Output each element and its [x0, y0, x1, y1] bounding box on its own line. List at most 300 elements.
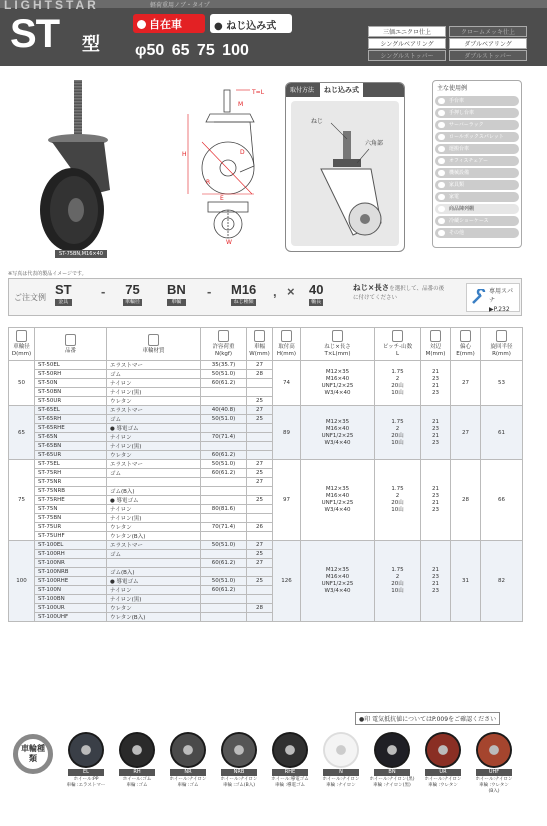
part-number: ST-75RHE [35, 496, 107, 505]
wheel-material: ゴム [107, 370, 201, 379]
table-row [9, 406, 523, 415]
mount-height: 97 [273, 460, 301, 541]
wheel-material: ウレタン [107, 523, 201, 532]
column-icon [460, 330, 471, 342]
swivel-radius: 61 [481, 406, 523, 460]
wheel-types-title [13, 734, 53, 774]
part-number: ST-75UR [35, 523, 107, 532]
screw-note [353, 283, 448, 303]
usage-item: 運搬台車 [435, 144, 519, 154]
allowable-load: 60(61.2) [201, 586, 247, 595]
wheel-material: ゴム(B入) [107, 568, 201, 577]
drop-icon: ● [214, 21, 223, 32]
wheel-material: ● 導電ゴム [107, 577, 201, 586]
wheel-desc: ホイール:ナイロン 車輪 :ウレタン (B入) [475, 777, 513, 794]
spanner-link[interactable] [466, 283, 520, 312]
spanner-title: 専用スパナ [489, 288, 514, 304]
wheel-material: エラストマー [107, 406, 201, 415]
wheel-width [247, 514, 273, 523]
wheel-width [247, 379, 273, 388]
wheel-sizes: φ50 65 75 100 [135, 42, 249, 59]
column-icon [430, 330, 441, 342]
order-part [55, 282, 72, 306]
wheel-width: 27 [247, 559, 273, 568]
swivel-badge [133, 14, 205, 33]
allowable-load [201, 514, 247, 523]
order-value: ST [55, 282, 72, 297]
screw-size: M12×35 M16×40 UNF1/2×25 W3/4×40 [301, 406, 375, 460]
allowable-load [201, 604, 247, 613]
wheel-diameter: 75 [9, 460, 35, 541]
wheel-width [247, 388, 273, 397]
part-number: ST-65RH [35, 415, 107, 424]
allowable-load: 50(51.0) [201, 541, 247, 550]
wheel-width [247, 595, 273, 604]
order-separator: × [287, 284, 295, 299]
allowable-load [201, 487, 247, 496]
allowable-load [201, 397, 247, 406]
spanner-page: ▶P.232 [489, 306, 510, 313]
wheel-material [107, 478, 201, 487]
header-line: W(mm) [249, 351, 270, 357]
wheel-width: 25 [247, 550, 273, 559]
header-line: T×L(mm) [324, 351, 351, 357]
wheel-material: ナイロン(黒) [107, 388, 201, 397]
allowable-load [201, 388, 247, 397]
header-line: D(mm) [11, 351, 32, 357]
wheel-type-item [317, 732, 365, 789]
table-header-cell [481, 328, 523, 361]
allowable-load: 50(51.0) [201, 577, 247, 586]
usage-item: サーバーラック [435, 120, 519, 130]
thread-pitch: 1.75 2 20山 10山 [375, 361, 421, 406]
offset: 27 [451, 406, 481, 460]
part-number: ST-50RH [35, 370, 107, 379]
swivel-label: 自在車 [149, 18, 182, 31]
part-number: ST-100NRB [35, 568, 107, 577]
part-number: ST-65EL [35, 406, 107, 415]
wheel-code: RH [119, 769, 155, 776]
wheel-width: 25 [247, 415, 273, 424]
wheel-width: 28 [247, 370, 273, 379]
hex-width: 21 23 21 23 [421, 541, 451, 622]
circle-icon [137, 20, 146, 29]
wheel-width [247, 424, 273, 433]
dim-r: R [206, 179, 211, 186]
wheel-width: 27 [247, 541, 273, 550]
part-number: ST-65RHE [35, 424, 107, 433]
wheel-material: ● 導電ゴム [107, 496, 201, 505]
part-number: ST-65BN [35, 442, 107, 451]
table-header-cell [9, 328, 35, 361]
wheel-width: 25 [247, 397, 273, 406]
column-icon [16, 330, 27, 342]
column-icon [254, 330, 265, 342]
conductive-note: ●印 電気抵抗値についてはP.009をご確認ください [355, 712, 500, 725]
wheel-type-item [164, 732, 212, 789]
usage-item: 冷蔵ショーケース [435, 216, 519, 226]
wheel-code: EL [68, 769, 104, 776]
screw-title: ねじ×長さ [353, 283, 390, 292]
header-line: R(mm) [492, 351, 511, 357]
part-number: ST-50UR [35, 397, 107, 406]
column-icon [496, 330, 507, 342]
wheel-material: ナイロン(黒) [107, 442, 201, 451]
screw-size: M12×35 M16×40 UNF1/2×25 W3/4×40 [301, 541, 375, 622]
table-header-cell [35, 328, 107, 361]
column-icon [148, 334, 159, 346]
wheel-desc: ホイール:ナイロン 車輪 :ゴム [169, 777, 207, 788]
wheel-desc: ホイール:ナイロン 車輪 :ゴム(B入) [220, 777, 258, 788]
allowable-load: 80(81.6) [201, 505, 247, 514]
spec-tag[interactable]: ダブルベアリング [449, 38, 527, 49]
wheel-desc: ホイール:ゴム 車輪 :ゴム [122, 777, 152, 788]
wheel-width [247, 568, 273, 577]
wheel-material: ナイロン(黒) [107, 514, 201, 523]
mount-method-type: ねじ込み式 [320, 83, 363, 97]
part-number: ST-75NR [35, 478, 107, 487]
table-header-cell [201, 328, 247, 361]
order-caption: 金具 [55, 299, 72, 306]
mount-method-title: 取付方法 [290, 87, 315, 94]
header-line: H(mm) [276, 351, 297, 357]
order-example [8, 278, 522, 316]
photo-note: ※写真は代表的製品イメージです。 [8, 271, 87, 277]
header-line: 偏心 [459, 344, 471, 350]
screw-size: M12×35 M16×40 UNF1/2×25 W3/4×40 [301, 460, 375, 541]
header-line: 車輪径 [13, 344, 30, 350]
table-header-cell [451, 328, 481, 361]
usage-item: 家具類 [435, 180, 519, 190]
dim-h: H [182, 151, 187, 158]
column-icon [65, 334, 76, 346]
usage-item: その他 [435, 228, 519, 238]
wheel-width: 27 [247, 460, 273, 469]
header-line: L [395, 351, 400, 357]
allowable-load: 70(71.4) [201, 523, 247, 532]
wheel-type-item [470, 732, 518, 795]
part-number: ST-100UR [35, 604, 107, 613]
allowable-load [201, 550, 247, 559]
wheel-desc: ホイール:ナイロン(黒) 車輪 :ナイロン(黒) [369, 777, 415, 788]
header-line: 車輪材質 [142, 347, 165, 354]
wheel-types-label: 車輪種類 [21, 744, 45, 763]
wheel-material: ゴム [107, 415, 201, 424]
wheel-icon [272, 732, 308, 768]
dim-w: W [226, 239, 232, 246]
allowable-load: 35(35.7) [201, 361, 247, 370]
part-number: ST-75UHF [35, 532, 107, 541]
order-separator: - [101, 284, 106, 299]
wheel-desc: ホイール:PP 車輪 :エラストマー [66, 777, 106, 788]
header-line: ねじ×長さ [324, 344, 351, 350]
wheel-code: N [323, 769, 359, 776]
table-row [9, 460, 523, 469]
allowable-load [201, 568, 247, 577]
mount-method-header [286, 83, 404, 97]
table-row [9, 361, 523, 370]
wheel-code: BN [374, 769, 410, 776]
wheel-icon [476, 732, 512, 768]
offset: 28 [451, 460, 481, 541]
table-header-cell [107, 328, 201, 361]
allowable-load: 70(71.4) [201, 433, 247, 442]
allowable-load: 50(51.0) [201, 415, 247, 424]
allowable-load [201, 424, 247, 433]
hex-width: 21 23 21 23 [421, 406, 451, 460]
column-icon [392, 330, 403, 342]
mount-height: 89 [273, 406, 301, 460]
part-number: ST-50EL [35, 361, 107, 370]
mount-illustration [291, 101, 399, 246]
wheel-icon [425, 732, 461, 768]
wheel-width [247, 532, 273, 541]
wheel-material: ナイロン(黒) [107, 595, 201, 604]
wheel-material: ウレタン(B入) [107, 532, 201, 541]
part-number: ST-65UR [35, 451, 107, 460]
mount-badge [210, 14, 292, 33]
wheel-width: 25 [247, 577, 273, 586]
column-icon [332, 330, 343, 342]
dim-e: E [220, 195, 224, 202]
usage-item: 手押し台車 [435, 108, 519, 118]
dim-d: D [240, 149, 245, 156]
wheel-width [247, 613, 273, 622]
mount-height: 74 [273, 361, 301, 406]
allowable-load [201, 478, 247, 487]
wheel-width [247, 451, 273, 460]
table-row [9, 541, 523, 550]
caster-photo [30, 80, 120, 255]
table-body [9, 361, 523, 622]
wheel-width: 28 [247, 604, 273, 613]
table-header-cell [421, 328, 451, 361]
header-line: N(kgf) [214, 351, 233, 357]
header-line: 許容荷重 [212, 344, 235, 350]
spec-tag[interactable]: 三価ユニクロ仕上 [368, 26, 446, 37]
mount-method-panel [285, 82, 405, 252]
order-separator: - [207, 284, 212, 299]
allowable-load [201, 442, 247, 451]
table-header-cell [247, 328, 273, 361]
spec-table [8, 327, 523, 622]
wheel-desc: ホイール:ナイロン 車輪 :ナイロン [322, 777, 360, 788]
part-number: ST-75RH [35, 469, 107, 478]
wheel-width: 25 [247, 496, 273, 505]
wheel-desc: ホイール:ナイロン 車輪 :ウレタン [424, 777, 462, 788]
allowable-load [201, 532, 247, 541]
wheel-type-item [113, 732, 161, 789]
wheel-material: ウレタン [107, 604, 201, 613]
wheel-width: 27 [247, 406, 273, 415]
model-suffix: 型 [82, 34, 100, 55]
wheel-icon [221, 732, 257, 768]
wheel-icon [323, 732, 359, 768]
header-line: 対辺 [429, 344, 441, 350]
order-value: M16 [231, 282, 257, 297]
part-number: ST-100EL [35, 541, 107, 550]
wheel-diameter: 50 [9, 361, 35, 406]
wheel-material: エラストマー [107, 460, 201, 469]
table-header-cell [301, 328, 375, 361]
part-number: ST-50BN [35, 388, 107, 397]
usage-item: オフィスチェアー [435, 156, 519, 166]
wheel-icon [68, 732, 104, 768]
spec-tag[interactable]: ダブルストッパー [449, 50, 527, 61]
order-value: 75 [125, 282, 140, 297]
wheel-desc: ホイール:導電ゴム 車輪 :導電ゴム [271, 777, 309, 788]
part-number: ST-65N [35, 433, 107, 442]
wheel-width: 27 [247, 361, 273, 370]
wheel-type-item [215, 732, 263, 789]
wheel-width: 27 [247, 478, 273, 487]
allowable-load [201, 595, 247, 604]
usage-item: 商品陳列棚 [435, 204, 519, 214]
order-part [123, 282, 142, 306]
allowable-load: 60(61.2) [201, 469, 247, 478]
part-number: ST-100RHE [35, 577, 107, 586]
wheel-material: エラストマー [107, 361, 201, 370]
wheel-type-item [419, 732, 467, 789]
wheel-code: NR [170, 769, 206, 776]
order-caption: 軸長 [309, 299, 323, 306]
photo-caption: ST-75BN,M16×40 [55, 250, 107, 258]
part-number: ST-100UHF [35, 613, 107, 622]
part-number: ST-75BN [35, 514, 107, 523]
wheel-width: 25 [247, 469, 273, 478]
wheel-material: ナイロン [107, 433, 201, 442]
allowable-load: 40(40.8) [201, 406, 247, 415]
usage-list [433, 96, 521, 238]
allowable-load: 60(61.2) [201, 559, 247, 568]
header-band [0, 0, 547, 66]
wheel-icon [119, 732, 155, 768]
order-part [309, 282, 323, 306]
wheel-diameter: 65 [9, 406, 35, 460]
part-number: ST-100RH [35, 550, 107, 559]
wheel-material: エラストマー [107, 541, 201, 550]
table-header-cell [273, 328, 301, 361]
allowable-load [201, 613, 247, 622]
part-number: ST-100N [35, 586, 107, 595]
column-icon [218, 330, 229, 342]
usage-examples [432, 80, 522, 248]
wrench-icon [470, 289, 487, 306]
order-caption: ねじ種類 [231, 299, 256, 306]
wheel-material: ナイロン [107, 379, 201, 388]
header-line: 取付高 [278, 344, 295, 350]
dim-tl: T=L [252, 89, 265, 96]
order-caption: 車輪 [167, 299, 186, 306]
wheel-diameter: 100 [9, 541, 35, 622]
allowable-load: 60(61.2) [201, 451, 247, 460]
wheel-types [8, 728, 522, 796]
table-header [9, 328, 523, 361]
label-screw: ねじ [311, 118, 324, 125]
header-line: 旋回半径 [490, 344, 513, 350]
brand-subtitle: 軽荷重用ノブ・タイプ [150, 2, 210, 9]
wheel-code: RHE [272, 769, 308, 776]
thread-pitch: 1.75 2 20山 10山 [375, 541, 421, 622]
allowable-load: 50(51.0) [201, 370, 247, 379]
wheel-code: UR [425, 769, 461, 776]
header-line: M(mm) [425, 351, 446, 357]
part-number: ST-75NRB [35, 487, 107, 496]
offset: 27 [451, 361, 481, 406]
spec-tag[interactable]: クロームメッキ仕上 [449, 26, 527, 37]
wheel-material [107, 559, 201, 568]
column-icon [281, 330, 292, 342]
wheel-width [247, 442, 273, 451]
wheel-material: ナイロン [107, 586, 201, 595]
part-number: ST-50N [35, 379, 107, 388]
wheel-icon [170, 732, 206, 768]
hex-width: 21 23 21 23 [421, 361, 451, 406]
hex-width: 21 23 21 23 [421, 460, 451, 541]
table-header-cell [375, 328, 421, 361]
wheel-width [247, 433, 273, 442]
wheel-width [247, 586, 273, 595]
wheel-material: ● 導電ゴム [107, 424, 201, 433]
screw-note-text: を選択して、品番の後に付けてください [353, 286, 445, 301]
part-number: ST-100NR [35, 559, 107, 568]
wheel-width [247, 505, 273, 514]
part-number: ST-100BN [35, 595, 107, 604]
wheel-width: 26 [247, 523, 273, 532]
order-separator: , [273, 284, 277, 299]
dimension-drawing [180, 86, 270, 246]
usage-item: ロールボックスパレット [435, 132, 519, 142]
thread-pitch: 1.75 2 20山 10山 [375, 460, 421, 541]
part-number: ST-75EL [35, 460, 107, 469]
thread-pitch: 1.75 2 20山 10山 [375, 406, 421, 460]
usage-item: 機械設備 [435, 168, 519, 178]
order-label: ご注文例 [14, 293, 46, 302]
spec-tag[interactable]: シングルベアリング [368, 38, 446, 49]
wheel-material: ウレタン [107, 397, 201, 406]
order-value: BN [167, 282, 186, 297]
swivel-radius: 66 [481, 460, 523, 541]
wheel-type-item [62, 732, 110, 789]
wheel-material: ゴム [107, 469, 201, 478]
dim-m: M [238, 101, 244, 108]
wheel-icon [374, 732, 410, 768]
part-number: ST-75N [35, 505, 107, 514]
allowable-load: 60(61.2) [201, 379, 247, 388]
allowable-load [201, 496, 247, 505]
mount-height: 126 [273, 541, 301, 622]
offset: 31 [451, 541, 481, 622]
usage-item: 手台車 [435, 96, 519, 106]
order-part [167, 282, 186, 306]
usage-item: 家電 [435, 192, 519, 202]
wheel-code: NRB [221, 769, 257, 776]
wheel-type-item [266, 732, 314, 789]
wheel-material: ゴム [107, 550, 201, 559]
header-line: 車幅 [253, 344, 265, 350]
allowable-load: 50(51.0) [201, 460, 247, 469]
wheel-material: ウレタン(B入) [107, 613, 201, 622]
mount-label: ねじ込み式 [226, 21, 277, 32]
header-line: E(mm) [456, 351, 475, 357]
model-name: ST [10, 12, 60, 56]
wheel-material: ウレタン [107, 451, 201, 460]
wheel-material: ナイロン [107, 505, 201, 514]
order-value: 40 [309, 282, 324, 297]
spec-tag[interactable]: シングルストッパー [368, 50, 446, 61]
wheel-code: UHF [476, 769, 512, 776]
label-hex: 六角部 [365, 140, 384, 147]
